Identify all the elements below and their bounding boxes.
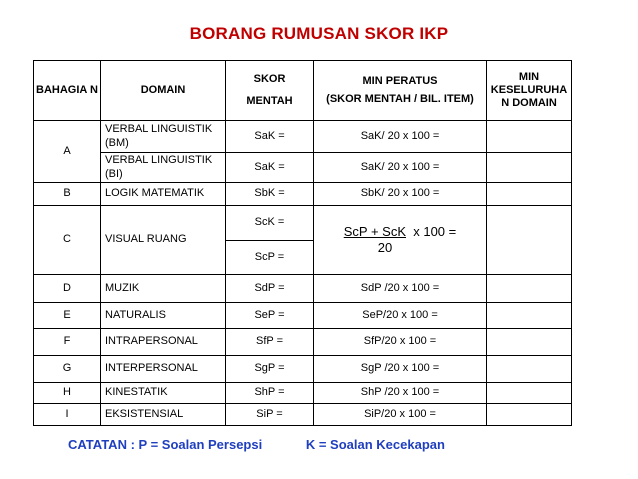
min-cell: SdP /20 x 100 = <box>314 275 487 303</box>
header-skor-mentah <box>226 61 314 121</box>
min-cell <box>314 206 487 275</box>
skor-cell: SeP = <box>226 303 314 329</box>
domain-cell: VERBAL LINGUISTIK (BM) <box>101 121 226 153</box>
domain-cell: EKSISTENSIAL <box>101 404 226 426</box>
row-label-h: H <box>34 383 101 404</box>
row-label-c: C <box>34 206 101 275</box>
row-label-b: B <box>34 183 101 206</box>
header-skor-line1: SKOR <box>253 73 286 86</box>
table-row <box>34 329 572 356</box>
header-domain: DOMAIN <box>101 61 226 121</box>
header-min-peratus <box>314 61 487 121</box>
header-skor-line2: MENTAH <box>246 94 293 107</box>
note-catatan: CATATAN : P = Soalan Persepsi <box>68 437 263 452</box>
skor-cell: SaK = <box>226 121 314 153</box>
keseluruhan-cell[interactable] <box>487 206 572 275</box>
skor-scp: ScP = <box>254 250 285 263</box>
table-row <box>34 153 572 183</box>
table-row <box>34 404 572 426</box>
domain-cell: NATURALIS <box>101 303 226 329</box>
domain-cell: KINESTATIK <box>101 383 226 404</box>
table-row <box>34 356 572 383</box>
keseluruhan-cell[interactable] <box>487 183 572 206</box>
min-cell: SaK/ 20 x 100 = <box>314 121 487 153</box>
row-label-g: G <box>34 356 101 383</box>
row-label-f: F <box>34 329 101 356</box>
note-k: K = Soalan Kecekapan <box>305 437 445 452</box>
frac-operator: x 100 = <box>413 224 457 240</box>
notes-line <box>68 437 449 452</box>
skor-cell: SbK = <box>226 183 314 206</box>
skor-cell: SgP = <box>226 356 314 383</box>
table-row <box>34 183 572 206</box>
skor-cell: SiP = <box>226 404 314 426</box>
min-cell: SaK/ 20 x 100 = <box>314 153 487 183</box>
keseluruhan-cell[interactable] <box>487 303 572 329</box>
skor-cell-split <box>226 206 314 275</box>
table-row <box>34 206 572 275</box>
keseluruhan-cell[interactable] <box>487 383 572 404</box>
table-row <box>34 121 572 153</box>
keseluruhan-cell[interactable] <box>487 275 572 303</box>
score-table <box>33 60 572 426</box>
min-cell: SfP/20 x 100 = <box>314 329 487 356</box>
domain-cell: VERBAL LINGUISTIK (BI) <box>101 153 226 183</box>
row-label-i: I <box>34 404 101 426</box>
domain-cell: LOGIK MATEMATIK <box>101 183 226 206</box>
min-cell: SbK/ 20 x 100 = <box>314 183 487 206</box>
header-min-line1: MIN PERATUS <box>362 75 438 88</box>
min-cell: SgP /20 x 100 = <box>314 356 487 383</box>
min-cell: SiP/20 x 100 = <box>314 404 487 426</box>
keseluruhan-cell[interactable] <box>487 121 572 153</box>
skor-cell: SaK = <box>226 153 314 183</box>
header-bahagian: BAHAGIA N <box>34 61 101 121</box>
row-label-d: D <box>34 275 101 303</box>
keseluruhan-cell[interactable] <box>487 153 572 183</box>
domain-cell: INTRAPERSONAL <box>101 329 226 356</box>
table-row <box>34 275 572 303</box>
domain-cell: MUZIK <box>101 275 226 303</box>
table-row <box>34 383 572 404</box>
skor-cell: ShP = <box>226 383 314 404</box>
domain-cell: INTERPERSONAL <box>101 356 226 383</box>
min-cell: ShP /20 x 100 = <box>314 383 487 404</box>
keseluruhan-cell[interactable] <box>487 329 572 356</box>
domain-cell: VISUAL RUANG <box>101 206 226 275</box>
table-row <box>34 303 572 329</box>
skor-cell: SfP = <box>226 329 314 356</box>
keseluruhan-cell[interactable] <box>487 404 572 426</box>
frac-denominator: 20 <box>377 240 393 255</box>
skor-sck: ScK = <box>226 206 313 241</box>
header-min-keseluruhan: MIN KESELURUHA N DOMAIN <box>487 61 572 121</box>
header-min-line2: (SKOR MENTAH / BIL. ITEM) <box>326 92 474 105</box>
header-row <box>34 61 572 121</box>
row-label-e: E <box>34 303 101 329</box>
page-title: BORANG RUMUSAN SKOR IKP <box>189 24 449 43</box>
keseluruhan-cell[interactable] <box>487 356 572 383</box>
row-label-a: A <box>34 121 101 183</box>
skor-cell: SdP = <box>226 275 314 303</box>
frac-numerator: ScP + ScK <box>343 224 406 240</box>
min-cell: SeP/20 x 100 = <box>314 303 487 329</box>
